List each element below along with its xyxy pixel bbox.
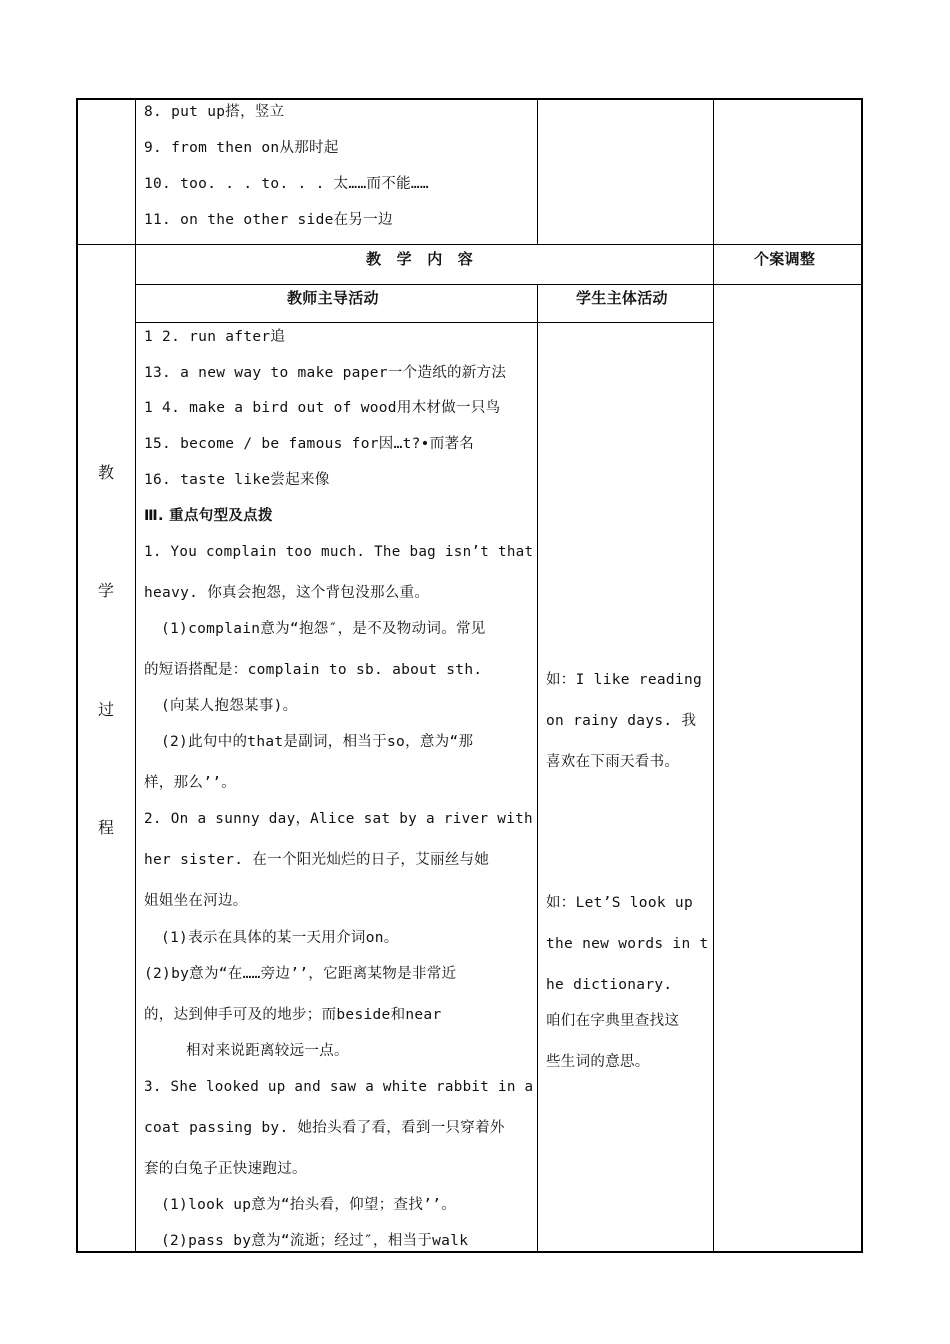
side-label-char: 过 [98,700,115,719]
teacher-line: (2)此句中的that是副词，相当于so，意为“那 [161,734,474,750]
teacher-line: 1. You complain too much. The bag isn’t that [144,544,534,560]
student-line: he dictionary. [546,977,673,993]
teacher-line: (向某人抱怨某事)。 [161,698,298,714]
student-line: 咱们在字典里查找这 [546,1013,680,1029]
section-heading: Ⅲ. 重点句型及点拨 [144,508,273,524]
teacher-line: (1)look up意为“抬头看，仰望；查找’’。 [161,1197,456,1213]
teacher-line: 的短语搭配是：complain to sb. about sth. [144,662,483,678]
student-line: 喜欢在下雨天看书。 [546,754,680,770]
teacher-line: 相对来说距离较远一点。 [186,1043,349,1059]
teacher-line: her sister. 在一个阳光灿烂的日子，艾丽丝与她 [144,852,490,868]
teacher-line: coat passing by. 她抬头看了看，看到一只穿着外 [144,1120,505,1136]
side-label-char: 学 [98,581,115,600]
table-border-left [76,98,78,1253]
teacher-line: 1 4. make a bird out of wood用木材做一只鸟 [144,400,501,416]
teacher-line: (2)pass by意为“流逝；经过″，相当于walk [161,1233,469,1249]
teacher-line: 1 2. run after追 [144,329,286,345]
teacher-line: (1)表示在具体的某一天用介词on。 [161,930,399,946]
column-divider-1 [135,98,136,1253]
table-border-right [861,98,863,1253]
student-line: the new words in t [546,936,709,952]
header-teaching-content: 教 学 内 容 [366,250,474,268]
vocab-item: 9. from then on从那时起 [144,140,339,156]
vocab-item: 10. too. . . to. . . 太……而不能…… [144,176,429,192]
teacher-line: 16. taste like尝起来像 [144,472,330,488]
teacher-line: 的，达到伸手可及的地步；而beside和near [144,1007,442,1023]
vocab-item: 11. on the other side在另一边 [144,212,393,228]
column-divider-3 [713,98,714,1253]
student-line: on rainy days. 我 [546,713,697,729]
teacher-line: (1)complain意为“抱怨″，是不及物动词。常见 [161,621,486,637]
table-border-bottom [76,1251,863,1253]
column-divider-2-top [537,98,538,245]
teacher-line: 13. a new way to make paper一个造纸的新方法 [144,365,507,381]
row-divider-3 [135,322,714,323]
vocab-item: 8. put up搭，竖立 [144,104,285,120]
header-student-activity: 学生主体活动 [576,289,668,307]
teacher-line: 15. become / be famous for因…t?•而著名 [144,436,475,452]
row-divider-2 [135,284,862,285]
student-line: 如：I like reading [546,672,703,688]
teacher-line: 2. On a sunny day，Alice sat by a river with [144,811,533,827]
teacher-line: 姐姐坐在河边。 [144,893,248,909]
teacher-line: 样，那么’’。 [144,775,237,791]
column-divider-2 [537,284,538,1253]
side-label-char: 教 [98,463,115,482]
student-line: 些生词的意思。 [546,1054,650,1070]
header-case-adjust: 个案调整 [754,250,816,268]
table-border-top [76,98,863,100]
student-line: 如：Let’S look up [546,895,693,911]
teacher-line: heavy. 你真会抱怨，这个背包没那么重。 [144,585,430,601]
teacher-line: 3. She looked up and saw a white rabbit in a [144,1079,534,1095]
row-divider-1 [76,244,863,245]
header-teacher-activity: 教师主导活动 [287,289,379,307]
teacher-line: 套的白兔子正快速跑过。 [144,1161,307,1177]
teacher-line: (2)by意为“在……旁边’’，它距离某物是非常近 [144,966,457,982]
side-label-char: 程 [98,818,115,837]
